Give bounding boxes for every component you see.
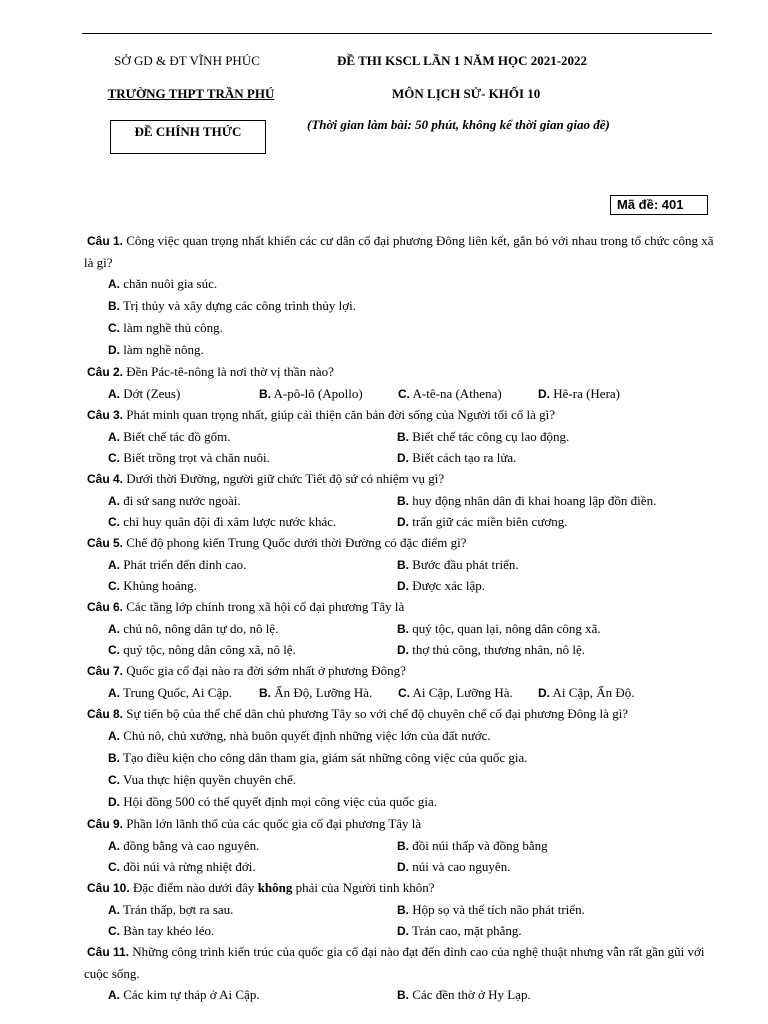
answer-option [84,769,714,791]
option-text: Vua thực hiện quyền chuyên chế. [120,772,297,787]
option-letter: D. [397,643,409,657]
question-list [84,230,714,1005]
option-letter: C. [108,515,120,529]
question-block [84,877,714,941]
answer-option [84,317,714,339]
option-text: A-pô-lô (Apollo) [271,386,363,401]
question-text: Đền Pác-tê-nông là nơi thờ vị thần nào? [123,364,334,379]
option-text: Biết cách tạo ra lửa. [409,450,517,465]
answer-option [538,682,635,704]
option-letter: C. [108,451,120,465]
option-letter: B. [397,494,409,508]
question-block [84,361,714,404]
answer-option [108,575,197,597]
option-letter: C. [108,579,120,593]
school-name: TRƯỜNG THPT TRẦN PHÚ [107,86,275,101]
answer-row [84,984,714,1005]
answer-row [84,554,714,575]
option-text: Được xác lập. [409,578,486,593]
question-number: Câu 9. [87,817,124,831]
option-letter: D. [397,451,409,465]
option-letter: C. [398,387,410,401]
question-stem [84,596,714,618]
question-stem [84,404,714,426]
answer-option [398,383,502,405]
question-text: Sự tiến bộ của thể chế dân chủ phương Tây so với chế độ chuyên chế cổ đại phương Đông là gì? [123,706,629,721]
option-text: Bước đầu phát triển. [409,557,519,572]
option-letter: B. [259,387,271,401]
question-block [84,230,714,361]
answer-row [84,682,714,703]
option-letter: B. [108,299,120,313]
answer-row [84,899,714,920]
option-letter: A. [108,558,120,572]
option-text: chủ nô, nông dân tự do, nô lệ. [120,621,279,636]
answer-option [108,639,296,661]
answer-row [84,447,714,468]
answer-option [397,899,585,921]
answer-option [108,856,256,878]
option-letter: A. [108,622,120,636]
option-letter: B. [397,430,409,444]
option-text: làm nghề thủ công. [120,320,223,335]
option-letter: B. [259,686,271,700]
option-letter: A. [108,729,120,743]
question-block [84,813,714,877]
answer-option [108,835,259,857]
option-text: Biết chế tác công cụ lao động. [409,429,570,444]
option-text: Hê-ra (Hera) [550,386,621,401]
answer-row [84,618,714,639]
answer-option [84,747,714,769]
question-number: Câu 2. [87,365,124,379]
question-stem [84,230,714,273]
option-letter: A. [108,903,120,917]
option-letter: D. [397,515,409,529]
question-text: Phần lớn lãnh thổ của các quốc gia cổ đại phương Tây là [123,816,422,831]
question-block [84,532,714,596]
question-number: Câu 11. [87,945,130,959]
option-text: Biết chế tác đồ gốm. [120,429,231,444]
answer-option [108,511,336,533]
option-letter: A. [108,430,120,444]
answer-row [84,511,714,532]
answer-row [84,426,714,447]
option-letter: D. [397,860,409,874]
option-text: thợ thủ công, thương nhân, nô lệ. [409,642,586,657]
option-letter: C. [108,321,120,335]
answer-option [108,554,246,576]
answer-option [397,575,485,597]
option-text: núi và cao nguyên. [409,859,511,874]
option-letter: B. [108,751,120,765]
question-text: Công việc quan trọng nhất khiến các cư dân cổ đại phương Đông liên kết, gắn bó với nhau trong tổ chức công xã là gì? [84,233,714,270]
option-text: Bàn tay khéo léo. [120,923,215,938]
option-letter: D. [538,686,550,700]
option-letter: D. [108,795,120,809]
question-stem [84,813,714,835]
option-letter: A. [108,277,120,291]
question-block [84,660,714,703]
option-text: chăn nuôi gia súc. [120,276,218,291]
option-text: Tạo điều kiện cho công dân tham gia, giám sát những công việc của quốc gia. [120,750,528,765]
department-name: SỞ GD & ĐT VĨNH PHÚC [114,53,260,68]
option-letter: B. [397,558,409,572]
option-text: A-tê-na (Athena) [410,386,502,401]
answer-option [397,618,601,640]
option-text: chỉ huy quân đội đi xâm lược nước khác. [120,514,337,529]
option-letter: B. [397,988,409,1002]
answer-option [397,920,522,942]
option-text: Hội đồng 500 có thể quyết định mọi công việc của quốc gia. [120,794,437,809]
option-text: Chủ nô, chủ xưởng, nhà buôn quyết định những việc lớn của đất nước. [120,728,491,743]
answer-option [84,339,714,361]
answer-option [397,984,531,1006]
answer-option [84,295,714,317]
answer-option [108,920,214,942]
answer-option [538,383,620,405]
option-letter: D. [397,924,409,938]
answer-option [397,426,569,448]
answer-row [84,920,714,941]
option-text: Biết trồng trọt và chăn nuôi. [120,450,270,465]
option-letter: C. [108,643,120,657]
option-text: trấn giữ các miền biên cương. [409,514,568,529]
answer-option [108,490,241,512]
option-letter: A. [108,988,120,1002]
answer-option [108,383,180,405]
official-label: ĐỀ CHÍNH THỨC [110,120,266,154]
subject-title: MÔN LỊCH SỬ- KHỐI 10 [392,86,541,101]
option-text: Các kim tự tháp ở Ai Cập. [120,987,260,1002]
question-stem [84,877,714,899]
answer-option [84,791,714,813]
answer-option [397,835,548,857]
option-text: Ấn Độ, Lưỡng Hà. [271,685,373,700]
option-text: đi sứ sang nước ngoài. [120,493,241,508]
option-text: Phát triển đến đỉnh cao. [120,557,247,572]
option-text: đồi núi và rừng nhiệt đới. [120,859,256,874]
option-letter: C. [108,924,120,938]
answer-row [84,856,714,877]
option-letter: C. [108,773,120,787]
answer-option [397,856,510,878]
option-letter: B. [397,622,409,636]
question-stem [84,361,714,383]
answer-option [84,725,714,747]
option-text: Hộp sọ và thể tích não phát triển. [409,902,585,917]
question-block [84,468,714,532]
option-text: Khủng hoảng. [120,578,197,593]
option-text: huy động nhân dân đi khai hoang lập đồn điền. [409,493,657,508]
option-letter: A. [108,387,120,401]
answer-option [397,511,568,533]
question-text: Dưới thời Đường, người giữ chức Tiết độ sứ có nhiệm vụ gì? [123,471,445,486]
option-letter: B. [397,903,409,917]
option-text: quý tộc, nông dân công xã, nô lệ. [120,642,296,657]
question-text: phải của Người tinh khôn? [292,880,435,895]
answer-option [259,682,372,704]
question-stem [84,703,714,725]
option-letter: A. [108,839,120,853]
option-text: Dớt (Zeus) [120,386,181,401]
question-block [84,404,714,468]
question-emphasis: không [257,880,293,895]
option-letter: D. [397,579,409,593]
question-stem [84,532,714,554]
option-letter: D. [538,387,550,401]
answer-option [398,682,513,704]
answer-row [84,835,714,856]
answer-row [84,575,714,596]
option-text: đồng bằng và cao nguyên. [120,838,260,853]
question-number: Câu 3. [87,408,124,422]
option-text: Các đền thờ ở Hy Lạp. [409,987,531,1002]
option-letter: C. [398,686,410,700]
question-block [84,941,714,1005]
answer-row [84,490,714,511]
question-number: Câu 6. [87,600,124,614]
option-text: làm nghề nông. [120,342,204,357]
question-stem [84,468,714,490]
exam-code: Mã đề: 401 [610,195,708,215]
answer-option [397,490,656,512]
question-text: Đặc điểm nào dưới đây [129,880,258,895]
answer-option [259,383,363,405]
question-block [84,596,714,660]
question-text: Phát minh quan trọng nhất, giúp cải thiện căn bản đời sống của Người tối cổ là gì? [123,407,556,422]
option-letter: B. [397,839,409,853]
answer-option [108,682,232,704]
question-text: Các tầng lớp chính trong xã hội cổ đại phương Tây là [123,599,405,614]
option-text: quý tộc, quan lại, nông dân công xã. [409,621,601,636]
question-text: Những công trình kiến trúc của quốc gia cổ đại nào đạt đến đỉnh cao của nghệ thuật nhưng vẫn rất gần gũi với cuộc sống. [84,944,705,981]
time-note: (Thời gian làm bài: 50 phút, không kể thời gian giao đề) [307,117,610,132]
question-number: Câu 8. [87,707,124,721]
answer-row [84,383,714,404]
question-stem [84,941,714,984]
question-number: Câu 4. [87,472,124,486]
option-text: Ai Cập, Lưỡng Hà. [410,685,513,700]
question-block [84,703,714,813]
option-letter: D. [108,343,120,357]
option-text: Trị thủy và xây dựng các công trình thủy lợi. [120,298,356,313]
option-text: Trung Quốc, Ai Cập. [120,685,232,700]
option-letter: A. [108,686,120,700]
answer-option [397,447,516,469]
question-text: Quốc gia cổ đại nào ra đời sớm nhất ở phương Đông? [123,663,406,678]
option-text: Trán thấp, bợt ra sau. [120,902,234,917]
option-letter: A. [108,494,120,508]
answer-option [397,639,585,661]
answer-option [397,554,519,576]
question-text: Chế độ phong kiến Trung Quốc dưới thời Đường có đặc điểm gì? [123,535,467,550]
option-text: đồi núi thấp và đồng bằng [409,838,548,853]
answer-row [84,639,714,660]
question-number: Câu 5. [87,536,124,550]
question-number: Câu 10. [87,881,130,895]
option-text: Trán cao, mặt phẳng. [409,923,522,938]
answer-option [108,984,260,1006]
exam-title: ĐỀ THI KSCL LẦN 1 NĂM HỌC 2021-2022 [337,53,588,68]
answer-option [108,447,270,469]
question-number: Câu 1. [87,234,124,248]
top-rule [82,33,712,34]
answer-option [84,273,714,295]
question-stem [84,660,714,682]
option-letter: C. [108,860,120,874]
option-text: Ai Cập, Ấn Độ. [550,685,635,700]
answer-option [108,618,278,640]
question-number: Câu 7. [87,664,124,678]
answer-option [108,426,230,448]
answer-option [108,899,233,921]
